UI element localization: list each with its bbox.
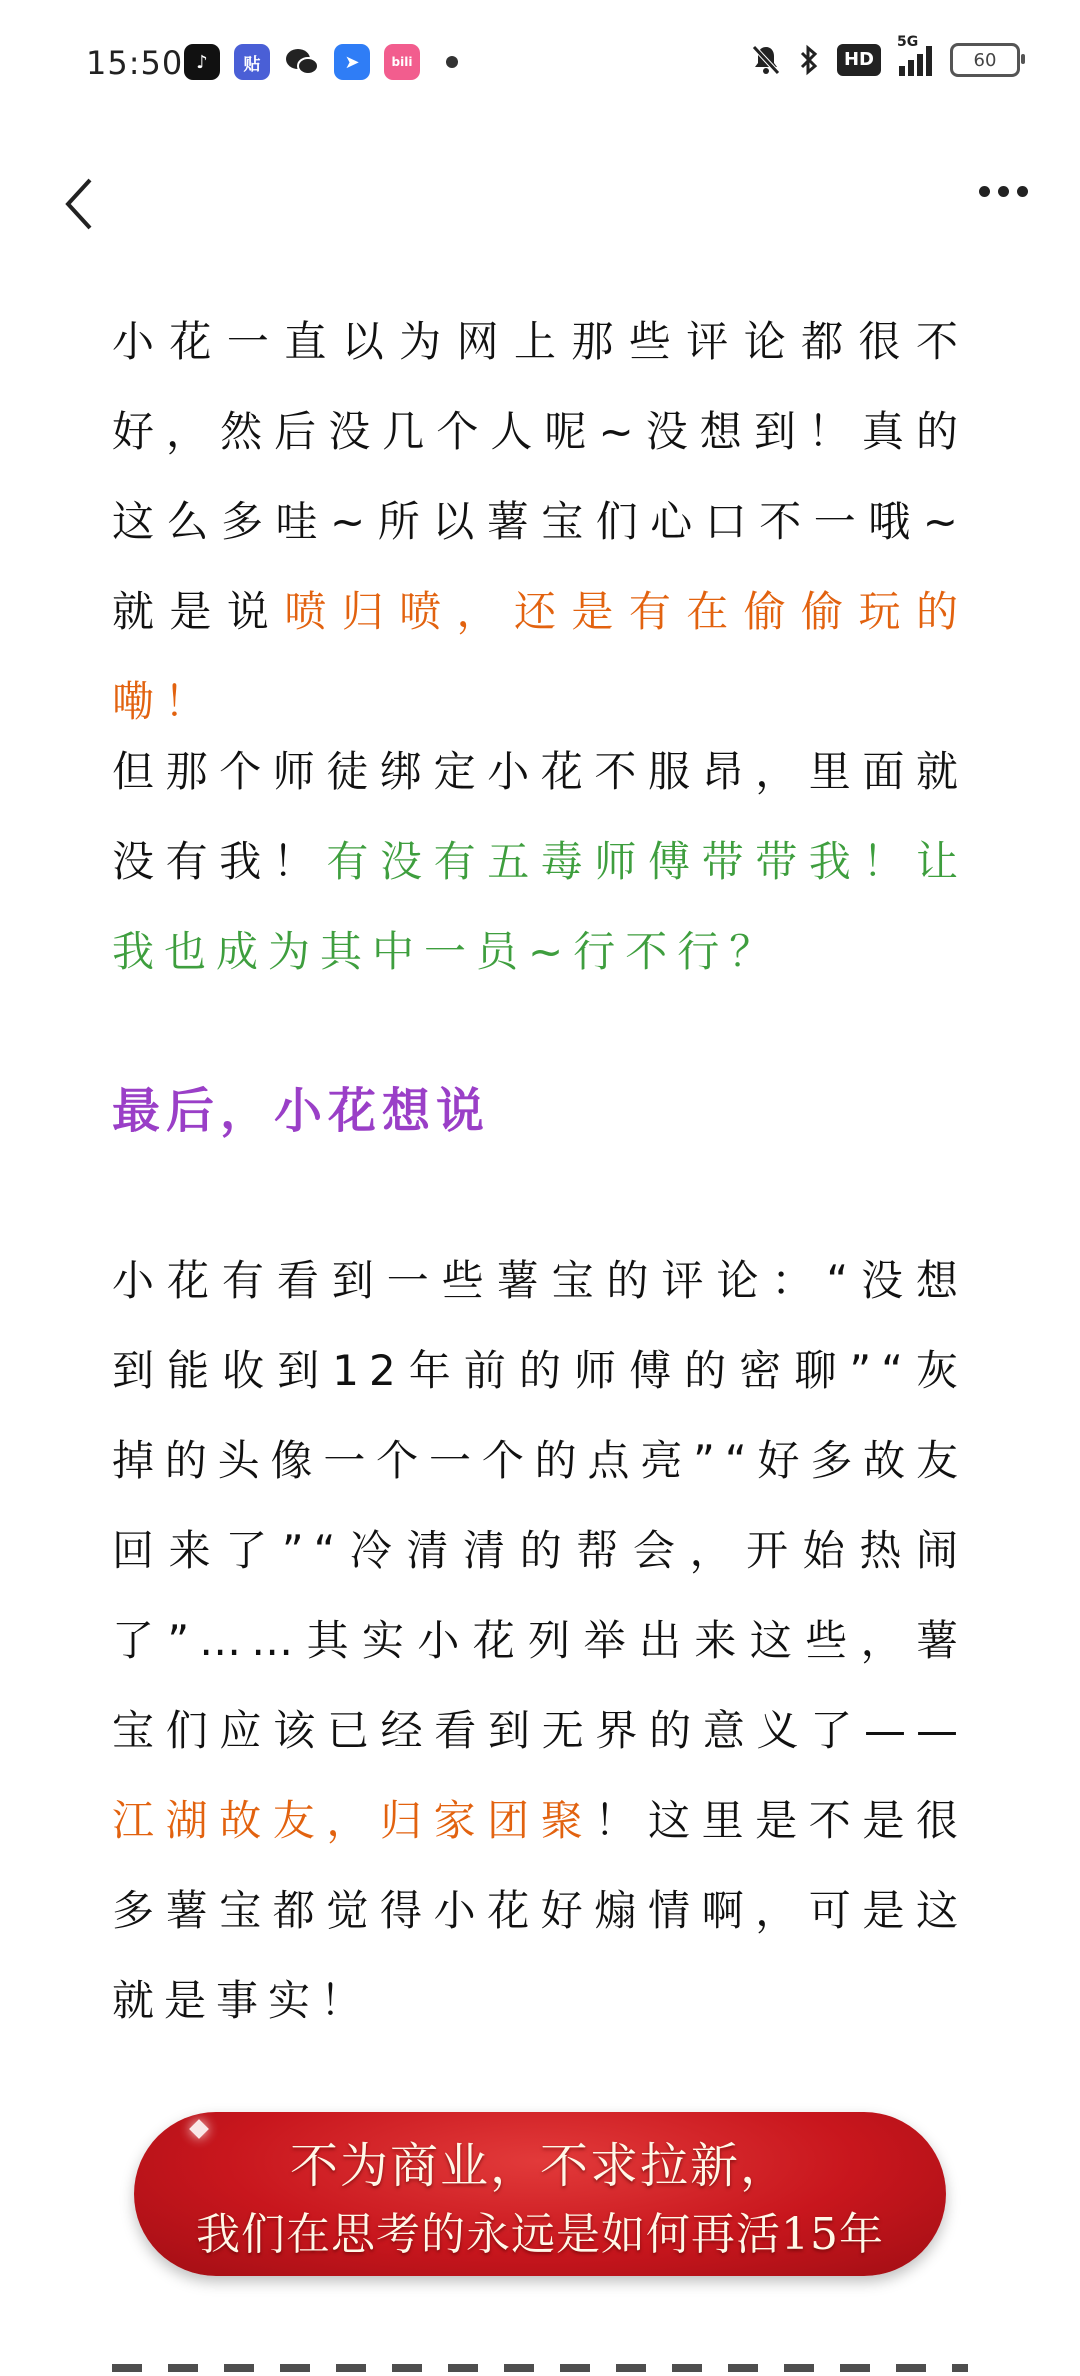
network-label: 5G: [897, 34, 919, 50]
dot-icon: [979, 186, 990, 197]
banner-line-2: 我们在思考的永远是如何再活15年: [196, 2208, 884, 2260]
more-notifications-dot: [446, 56, 458, 68]
bilibili-icon: bili: [384, 44, 420, 80]
paragraph-2-text: 但那个师徒绑定小花不服昂，里面就没有我！: [112, 747, 968, 886]
next-paragraph-partial: [112, 2346, 968, 2376]
bluetooth-icon: [799, 42, 819, 78]
paragraph-2: [112, 727, 968, 997]
battery-icon: [950, 43, 1020, 77]
promo-banner: [134, 2112, 946, 2276]
signal-icon: [897, 34, 932, 76]
banner-line-1: 不为商业，不求拉新，: [289, 2137, 790, 2194]
notification-icons: [184, 44, 458, 80]
navigation-icon: ➤: [334, 44, 370, 80]
sparkle-icon: [189, 2119, 209, 2139]
status-right: [751, 34, 1020, 78]
back-button[interactable]: [60, 176, 100, 232]
tieba-icon: 贴: [234, 44, 270, 80]
tiktok-icon: ♪: [184, 44, 220, 80]
section-heading: 最后，小花想说: [112, 1083, 491, 1139]
battery-level: 60: [973, 49, 997, 71]
paragraph-3-highlight: 江湖故友，归家团聚: [112, 1796, 595, 1845]
chevron-left-icon: [60, 176, 100, 232]
wechat-icon: [284, 44, 320, 80]
paragraph-1-highlight: 喷归喷，还是有在偷偷玩的嘞！: [112, 587, 968, 726]
more-options-button[interactable]: [979, 186, 1028, 197]
dot-icon: [1017, 186, 1028, 197]
mute-icon: [751, 42, 781, 78]
hd-icon: HD: [837, 44, 881, 76]
paragraph-1: [112, 297, 968, 747]
status-bar: [0, 0, 1080, 120]
paragraph-2-highlight: 有没有五毒师傅带带我！让我也成为其中一员~行不行？: [112, 837, 968, 976]
status-time: 15:50: [86, 44, 184, 82]
dot-icon: [998, 186, 1009, 197]
paragraph-3: [112, 1236, 968, 2046]
paragraph-3-text-a: 小花有看到一些薯宝的评论：“没想到能收到12年前的师傅的密聊”“灰掉的头像一个一个的点亮”“好多故友回来了”“冷清清的帮会，开始热闹了”……其实小花列举出来这些，薯宝们应该已经看到无界的意义了——: [112, 1256, 968, 1755]
paragraph-1-text: 小花一直以为网上那些评论都很不好，然后没几个人呢~没想到！真的这么多哇~所以薯宝们心口不一哦~就是说: [112, 317, 968, 636]
paragraph-3-text-b: ！这里是不是很多薯宝都觉得小花好煽情啊，可是这就是事实！: [112, 1796, 968, 2025]
